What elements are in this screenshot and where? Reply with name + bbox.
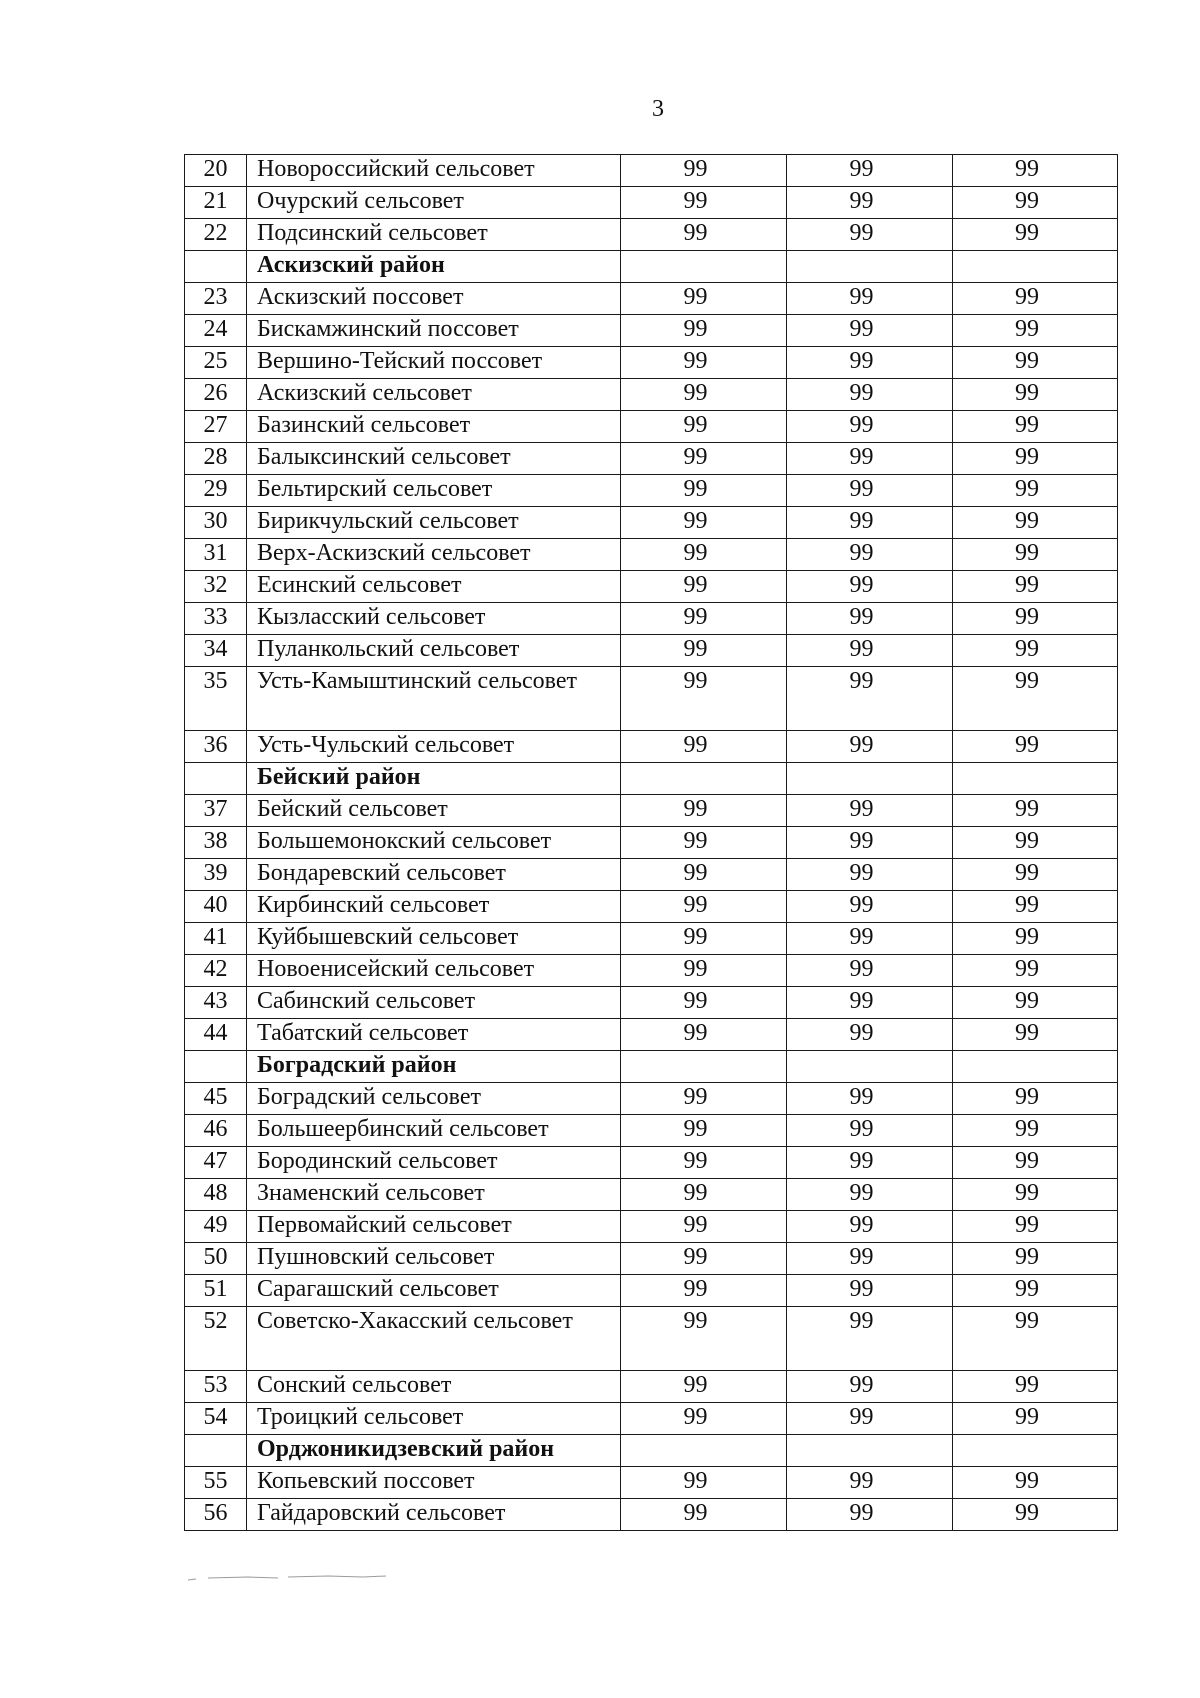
row-number: 32 (185, 571, 247, 603)
value-col-1: 99 (613, 539, 779, 571)
row-number: 48 (185, 1179, 247, 1211)
value-col-2: 99 (779, 1019, 945, 1051)
row-number: 27 (185, 411, 247, 443)
row-number (185, 1435, 247, 1467)
row-number: 23 (185, 283, 247, 315)
value-col-1: 99 (613, 795, 779, 827)
settlement-name: Усть-Камыштинский сельсовет (247, 667, 621, 731)
row-number: 42 (185, 955, 247, 987)
table-row (185, 1243, 1118, 1275)
value-col-3: 99 (945, 507, 1110, 539)
value-col-2: 99 (779, 1243, 945, 1275)
value-col-3: 99 (945, 411, 1110, 443)
value-col-3: 99 (945, 1403, 1110, 1435)
value-col-1 (613, 1051, 779, 1083)
table-row (185, 1083, 1118, 1115)
row-number: 47 (185, 1147, 247, 1179)
value-col-2: 99 (779, 955, 945, 987)
value-col-2 (779, 1051, 945, 1083)
value-col-2: 99 (779, 635, 945, 667)
table-row (185, 1371, 1118, 1403)
value-col-1: 99 (613, 923, 779, 955)
district-name: Бейский район (247, 763, 621, 795)
settlement-name: Пуланкольский сельсовет (247, 635, 621, 667)
value-col-2: 99 (779, 1083, 945, 1115)
table-row (185, 155, 1118, 187)
district-name: Орджоникидзевский район (247, 1435, 621, 1467)
row-number: 26 (185, 379, 247, 411)
settlement-name: Новороссийский сельсовет (247, 155, 621, 187)
settlement-name: Верх-Аскизский сельсовет (247, 539, 621, 571)
value-col-1: 99 (613, 955, 779, 987)
row-number: 24 (185, 315, 247, 347)
value-col-2: 99 (779, 1307, 945, 1371)
value-col-3: 99 (945, 795, 1110, 827)
table-row (185, 1307, 1118, 1371)
row-number: 55 (185, 1467, 247, 1499)
value-col-3: 99 (945, 923, 1110, 955)
value-col-2: 99 (779, 347, 945, 379)
value-col-1: 99 (613, 507, 779, 539)
value-col-2: 99 (779, 987, 945, 1019)
table-row (185, 827, 1118, 859)
value-col-3: 99 (945, 1115, 1110, 1147)
settlement-name: Аскизский поссовет (247, 283, 621, 315)
value-col-1: 99 (613, 1147, 779, 1179)
value-col-3: 99 (945, 1179, 1110, 1211)
table-row (185, 539, 1118, 571)
value-col-1 (613, 251, 779, 283)
value-col-1: 99 (613, 1019, 779, 1051)
row-number: 38 (185, 827, 247, 859)
table-row (185, 507, 1118, 539)
table-row (185, 571, 1118, 603)
row-number: 53 (185, 1371, 247, 1403)
settlement-name: Усть-Чульский сельсовет (247, 731, 621, 763)
settlement-name: Бондаревский сельсовет (247, 859, 621, 891)
value-col-2: 99 (779, 1115, 945, 1147)
value-col-1: 99 (613, 443, 779, 475)
value-col-2: 99 (779, 667, 945, 731)
value-col-2: 99 (779, 827, 945, 859)
value-col-1: 99 (613, 475, 779, 507)
value-col-1: 99 (613, 1083, 779, 1115)
district-name: Боградский район (247, 1051, 621, 1083)
value-col-3: 99 (945, 347, 1110, 379)
table-row (185, 347, 1118, 379)
table-row (185, 1179, 1118, 1211)
settlement-name: Очурский сельсовет (247, 187, 621, 219)
value-col-1: 99 (613, 1275, 779, 1307)
table-row (185, 475, 1118, 507)
value-col-1: 99 (613, 1403, 779, 1435)
value-col-3: 99 (945, 571, 1110, 603)
settlement-name: Новоенисейский сельсовет (247, 955, 621, 987)
table-row (185, 1467, 1118, 1499)
value-col-2: 99 (779, 795, 945, 827)
table-row (185, 1275, 1118, 1307)
value-col-3: 99 (945, 1467, 1110, 1499)
value-col-2: 99 (779, 1211, 945, 1243)
table-row (185, 987, 1118, 1019)
value-col-2: 99 (779, 539, 945, 571)
settlement-name: Есинский сельсовет (247, 571, 621, 603)
row-number: 40 (185, 891, 247, 923)
value-col-3: 99 (945, 219, 1110, 251)
value-col-2: 99 (779, 155, 945, 187)
value-col-3 (945, 1051, 1110, 1083)
row-number: 20 (185, 155, 247, 187)
value-col-2 (779, 763, 945, 795)
row-number: 30 (185, 507, 247, 539)
value-col-2: 99 (779, 187, 945, 219)
value-col-2 (779, 1435, 945, 1467)
settlement-name: Боградский сельсовет (247, 1083, 621, 1115)
value-col-1: 99 (613, 827, 779, 859)
district-name: Аскизский район (247, 251, 621, 283)
row-number: 45 (185, 1083, 247, 1115)
value-col-1: 99 (613, 1467, 779, 1499)
settlement-name: Сонский сельсовет (247, 1371, 621, 1403)
value-col-1: 99 (613, 347, 779, 379)
row-number (185, 251, 247, 283)
value-col-3: 99 (945, 667, 1110, 731)
value-col-1: 99 (613, 987, 779, 1019)
value-col-1: 99 (613, 635, 779, 667)
row-number: 44 (185, 1019, 247, 1051)
value-col-2: 99 (779, 571, 945, 603)
value-col-1: 99 (613, 155, 779, 187)
settlement-name: Бейский сельсовет (247, 795, 621, 827)
table-row (185, 315, 1118, 347)
value-col-1: 99 (613, 1115, 779, 1147)
value-col-3: 99 (945, 1147, 1110, 1179)
row-number: 28 (185, 443, 247, 475)
value-col-2: 99 (779, 891, 945, 923)
value-col-3: 99 (945, 859, 1110, 891)
value-col-2: 99 (779, 443, 945, 475)
settlement-name: Советско-Хакасский сельсовет (247, 1307, 621, 1371)
value-col-1: 99 (613, 571, 779, 603)
table-row (185, 923, 1118, 955)
value-col-3: 99 (945, 539, 1110, 571)
table-row (185, 731, 1118, 763)
value-col-1: 99 (613, 315, 779, 347)
value-col-2: 99 (779, 315, 945, 347)
settlement-name: Базинский сельсовет (247, 411, 621, 443)
value-col-3: 99 (945, 155, 1110, 187)
table-row (185, 219, 1118, 251)
settlement-name: Первомайский сельсовет (247, 1211, 621, 1243)
value-col-3: 99 (945, 987, 1110, 1019)
value-col-2 (779, 251, 945, 283)
table-row (185, 187, 1118, 219)
table-row (185, 635, 1118, 667)
value-col-3: 99 (945, 1083, 1110, 1115)
row-number: 43 (185, 987, 247, 1019)
scan-artifact (188, 1574, 388, 1584)
value-col-1: 99 (613, 667, 779, 731)
value-col-1: 99 (613, 187, 779, 219)
row-number: 49 (185, 1211, 247, 1243)
row-number: 54 (185, 1403, 247, 1435)
settlement-name: Аскизский сельсовет (247, 379, 621, 411)
value-col-3: 99 (945, 475, 1110, 507)
settlement-name: Знаменский сельсовет (247, 1179, 621, 1211)
value-col-1: 99 (613, 603, 779, 635)
row-number: 36 (185, 731, 247, 763)
section-row (185, 1435, 1118, 1467)
settlement-name: Большеербинский сельсовет (247, 1115, 621, 1147)
value-col-3 (945, 251, 1110, 283)
value-col-3: 99 (945, 603, 1110, 635)
value-col-3 (945, 763, 1110, 795)
row-number: 46 (185, 1115, 247, 1147)
value-col-3: 99 (945, 1019, 1110, 1051)
table-row (185, 1147, 1118, 1179)
settlement-name: Кызласский сельсовет (247, 603, 621, 635)
table-row (185, 1019, 1118, 1051)
value-col-3: 99 (945, 283, 1110, 315)
table-row (185, 1403, 1118, 1435)
row-number: 52 (185, 1307, 247, 1371)
table-row (185, 891, 1118, 923)
table-row (185, 443, 1118, 475)
settlement-name: Пушновский сельсовет (247, 1243, 621, 1275)
settlement-name: Копьевский поссовет (247, 1467, 621, 1499)
settlement-name: Бородинский сельсовет (247, 1147, 621, 1179)
table-row (185, 283, 1118, 315)
value-col-1: 99 (613, 379, 779, 411)
row-number: 33 (185, 603, 247, 635)
value-col-3: 99 (945, 731, 1110, 763)
value-col-3: 99 (945, 1275, 1110, 1307)
value-col-2: 99 (779, 1179, 945, 1211)
row-number: 34 (185, 635, 247, 667)
row-number: 41 (185, 923, 247, 955)
settlement-name: Подсинский сельсовет (247, 219, 621, 251)
value-col-2: 99 (779, 1499, 945, 1531)
settlement-name: Вершино-Тейский поссовет (247, 347, 621, 379)
value-col-2: 99 (779, 1371, 945, 1403)
value-col-3: 99 (945, 635, 1110, 667)
row-number: 29 (185, 475, 247, 507)
value-col-1: 99 (613, 1371, 779, 1403)
settlements-table (184, 154, 1118, 1531)
value-col-3: 99 (945, 1211, 1110, 1243)
row-number: 50 (185, 1243, 247, 1275)
value-col-1: 99 (613, 1307, 779, 1371)
value-col-1: 99 (613, 219, 779, 251)
value-col-3: 99 (945, 955, 1110, 987)
value-col-1: 99 (613, 1499, 779, 1531)
settlement-name: Сарагашский сельсовет (247, 1275, 621, 1307)
value-col-1 (613, 763, 779, 795)
value-col-1: 99 (613, 411, 779, 443)
row-number: 31 (185, 539, 247, 571)
value-col-3: 99 (945, 891, 1110, 923)
settlement-name: Бельтирский сельсовет (247, 475, 621, 507)
value-col-2: 99 (779, 923, 945, 955)
row-number: 25 (185, 347, 247, 379)
settlement-name: Табатский сельсовет (247, 1019, 621, 1051)
table-row (185, 859, 1118, 891)
row-number (185, 1051, 247, 1083)
value-col-2: 99 (779, 475, 945, 507)
value-col-2: 99 (779, 379, 945, 411)
value-col-2: 99 (779, 731, 945, 763)
row-number: 56 (185, 1499, 247, 1531)
value-col-3 (945, 1435, 1110, 1467)
table-row (185, 379, 1118, 411)
value-col-3: 99 (945, 1243, 1110, 1275)
table-body (185, 155, 1118, 1531)
value-col-2: 99 (779, 1147, 945, 1179)
table-row (185, 1211, 1118, 1243)
table-row (185, 795, 1118, 827)
table-row (185, 955, 1118, 987)
value-col-3: 99 (945, 1307, 1110, 1371)
row-number: 35 (185, 667, 247, 731)
settlement-name: Бирикчульский сельсовет (247, 507, 621, 539)
row-number: 22 (185, 219, 247, 251)
settlement-name: Бискамжинский поссовет (247, 315, 621, 347)
value-col-2: 99 (779, 1275, 945, 1307)
section-row (185, 1051, 1118, 1083)
table-row (185, 1499, 1118, 1531)
value-col-2: 99 (779, 283, 945, 315)
settlement-name: Балыксинский сельсовет (247, 443, 621, 475)
value-col-3: 99 (945, 443, 1110, 475)
value-col-1: 99 (613, 1211, 779, 1243)
value-col-3: 99 (945, 1499, 1110, 1531)
row-number: 39 (185, 859, 247, 891)
section-row (185, 763, 1118, 795)
settlement-name: Гайдаровский сельсовет (247, 1499, 621, 1531)
value-col-1: 99 (613, 859, 779, 891)
value-col-3: 99 (945, 827, 1110, 859)
value-col-2: 99 (779, 411, 945, 443)
section-row (185, 251, 1118, 283)
value-col-2: 99 (779, 1403, 945, 1435)
value-col-2: 99 (779, 219, 945, 251)
value-col-1: 99 (613, 1179, 779, 1211)
value-col-3: 99 (945, 379, 1110, 411)
table-row (185, 1115, 1118, 1147)
row-number: 21 (185, 187, 247, 219)
value-col-1: 99 (613, 283, 779, 315)
value-col-1: 99 (613, 731, 779, 763)
value-col-3: 99 (945, 315, 1110, 347)
row-number: 51 (185, 1275, 247, 1307)
table-row (185, 411, 1118, 443)
value-col-2: 99 (779, 603, 945, 635)
row-number: 37 (185, 795, 247, 827)
settlement-name: Сабинский сельсовет (247, 987, 621, 1019)
value-col-1: 99 (613, 1243, 779, 1275)
value-col-2: 99 (779, 859, 945, 891)
settlement-name: Большемонокский сельсовет (247, 827, 621, 859)
page-number: 3 (652, 96, 664, 122)
table-row (185, 603, 1118, 635)
settlement-name: Троицкий сельсовет (247, 1403, 621, 1435)
settlement-name: Кирбинский сельсовет (247, 891, 621, 923)
value-col-1: 99 (613, 891, 779, 923)
value-col-3: 99 (945, 187, 1110, 219)
table-row (185, 667, 1118, 731)
value-col-2: 99 (779, 1467, 945, 1499)
value-col-2: 99 (779, 507, 945, 539)
value-col-3: 99 (945, 1371, 1110, 1403)
row-number (185, 763, 247, 795)
value-col-1 (613, 1435, 779, 1467)
settlement-name: Куйбышевский сельсовет (247, 923, 621, 955)
